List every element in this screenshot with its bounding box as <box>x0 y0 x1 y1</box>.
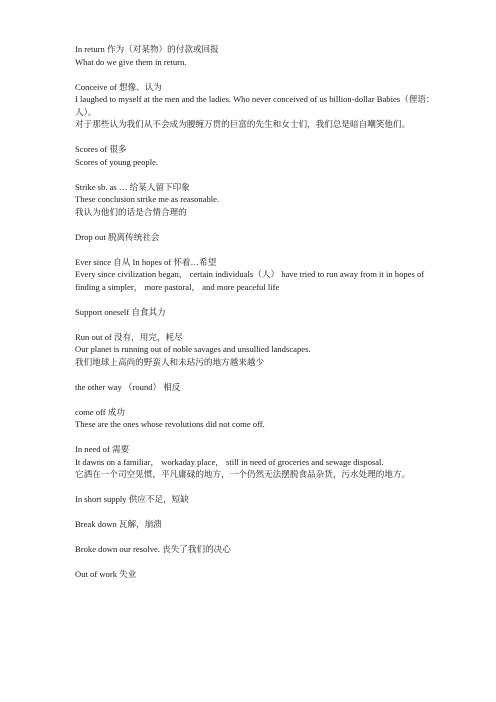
blank-line <box>75 393 435 406</box>
blank-line <box>75 68 435 81</box>
blank-line <box>75 368 435 381</box>
text-line: Strike sb. as … 给某人留下印象 <box>75 181 190 192</box>
text-line: In need of 需要 <box>75 444 130 454</box>
text-line: Out of work 失业 <box>75 569 137 579</box>
text-line: 它洒在一个司空见惯，平凡庸碌的地方，一个仍然无法摆脱食品杂货，污水处理的地方。 <box>75 469 411 479</box>
text-line: In short supply 供应不足，短缺 <box>75 494 189 504</box>
blank-line <box>75 318 435 331</box>
text-line: Our planet is running out of noble savages and unsullied landscapes. <box>75 344 311 354</box>
text-line: I laughed to myself at the men and the ladies. Who never conceived of us billion-dollar Babies（俚语：人）。 <box>75 94 435 117</box>
text-line: Drop out 脱离传统社会 <box>75 231 160 242</box>
blank-line <box>75 431 435 444</box>
blank-line <box>75 481 435 494</box>
text-line: These are the ones whose revolutions did not come off. <box>75 419 265 429</box>
text-line: Ever since 自从 In hopes of 怀着…希望 <box>75 256 217 267</box>
blank-line <box>75 556 435 569</box>
blank-line <box>75 131 435 144</box>
document-body <box>75 43 435 581</box>
text-line: Support oneself 自食其力 <box>75 306 166 317</box>
text-line: What do we give them in return. <box>75 56 187 67</box>
blank-line <box>75 531 435 544</box>
text-line: 对于那些认为我们从不会成为腰缠万贯的巨富的先生和女士们，我们总是暗自嘲笑他们。 <box>75 119 411 129</box>
text-line: It dawns on a familiar， workaday place， still in need of groceries and sewage disposal. <box>75 456 384 467</box>
blank-line <box>75 293 435 306</box>
text-line: come off 成功 <box>75 406 125 417</box>
text-line: Scores of 很多 <box>75 144 127 154</box>
text-line: These conclusion strike me as reasonable. <box>75 194 220 204</box>
text-line: Break down 瓦解，崩溃 <box>75 519 162 529</box>
blank-line <box>75 506 435 519</box>
text-line: 我认为他们的话是合情合理的 <box>75 206 187 217</box>
text-line: Run out of 没有，用完，耗尽 <box>75 331 183 342</box>
text-line: In return 作为（对某物）的付款或回报 <box>75 44 219 54</box>
blank-line <box>75 218 435 231</box>
text-line: the other way （round） 相反 <box>75 381 181 392</box>
blank-line <box>75 243 435 256</box>
text-line: 我们地球上高尚的野蛮人和未玷污的地方越来越少 <box>75 356 265 367</box>
text-line: Scores of young people. <box>75 156 159 167</box>
text-line: Conceive of 想像、认为 <box>75 81 162 92</box>
text-line: Broke down our resolve. 丧失了我们的决心 <box>75 544 231 554</box>
text-line: Every since civilization began， certain individuals（人） have tried to run away from it in hopes of finding a simpler， more pastoral， and more peaceful life <box>75 269 425 292</box>
blank-line <box>75 168 435 181</box>
